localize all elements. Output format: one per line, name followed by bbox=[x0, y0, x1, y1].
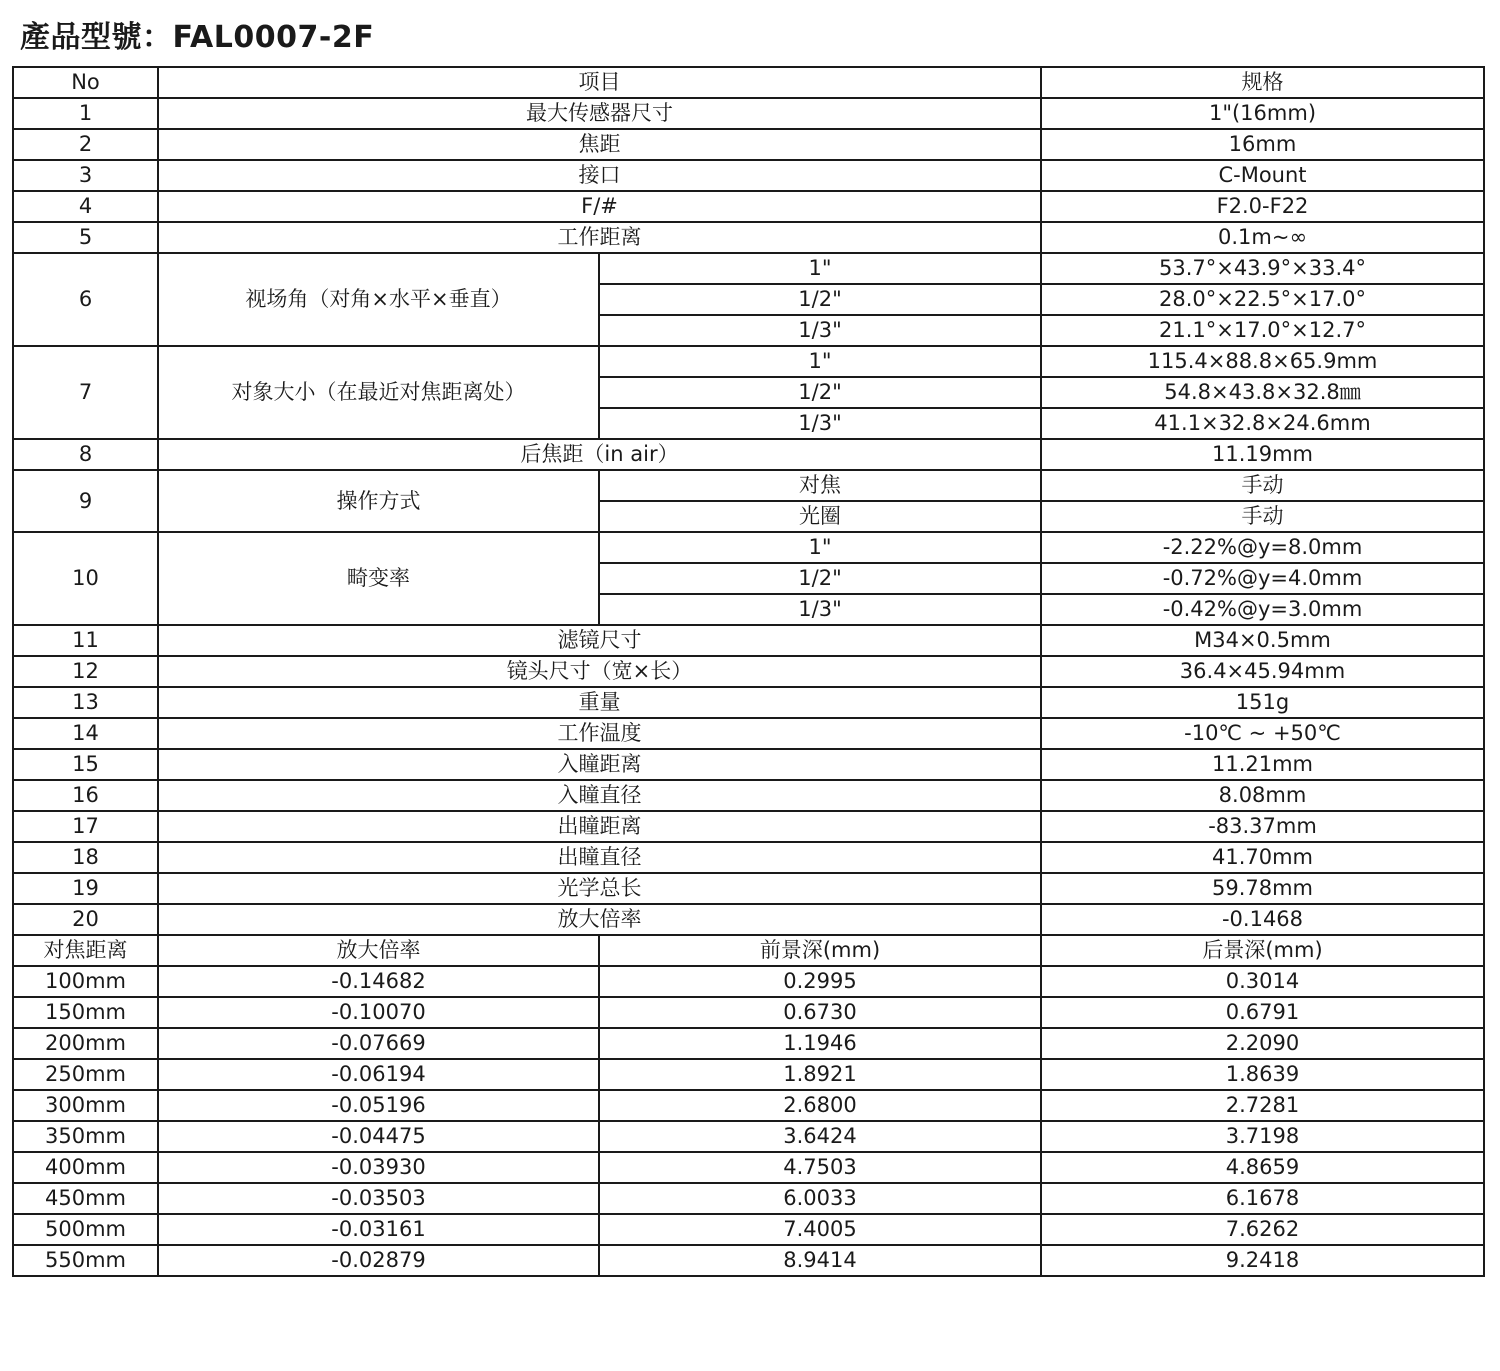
dof-row bbox=[13, 997, 1484, 1028]
row-spec: 11.21mm bbox=[1041, 749, 1484, 780]
row-spec: 手动 bbox=[1041, 470, 1484, 501]
row-spec: 41.70mm bbox=[1041, 842, 1484, 873]
row-spec: 36.4×45.94mm bbox=[1041, 656, 1484, 687]
row-spec: -0.42%@y=3.0mm bbox=[1041, 594, 1484, 625]
sensor-size-cell: 1/2" bbox=[599, 563, 1041, 594]
dof-front: 0.2995 bbox=[599, 966, 1041, 997]
row-spec: 41.1×32.8×24.6mm bbox=[1041, 408, 1484, 439]
table-row bbox=[13, 687, 1484, 718]
row-no: 2 bbox=[13, 129, 158, 160]
dof-rear: 2.2090 bbox=[1041, 1028, 1484, 1059]
dof-header-distance: 对焦距离 bbox=[13, 935, 158, 966]
row-item: 工作距离 bbox=[158, 222, 1041, 253]
row-item: 镜头尺寸（宽×长） bbox=[158, 656, 1041, 687]
row-item: 工作温度 bbox=[158, 718, 1041, 749]
row-item: 焦距 bbox=[158, 129, 1041, 160]
row-no: 7 bbox=[13, 346, 158, 439]
dof-distance: 150mm bbox=[13, 997, 158, 1028]
row-spec: 手动 bbox=[1041, 501, 1484, 532]
row-item: 放大倍率 bbox=[158, 904, 1041, 935]
row-spec: -0.72%@y=4.0mm bbox=[1041, 563, 1484, 594]
sensor-size-cell: 1" bbox=[599, 253, 1041, 284]
dof-rear: 1.8639 bbox=[1041, 1059, 1484, 1090]
row-item: 入瞳距离 bbox=[158, 749, 1041, 780]
sensor-size-cell: 1/2" bbox=[599, 377, 1041, 408]
dof-front: 8.9414 bbox=[599, 1245, 1041, 1276]
dof-front: 6.0033 bbox=[599, 1183, 1041, 1214]
dof-front: 3.6424 bbox=[599, 1121, 1041, 1152]
table-header-row bbox=[13, 67, 1484, 98]
table-row bbox=[13, 439, 1484, 470]
dof-rear: 9.2418 bbox=[1041, 1245, 1484, 1276]
row-spec: 151g bbox=[1041, 687, 1484, 718]
table-row bbox=[13, 129, 1484, 160]
operation-sub-cell: 对焦 bbox=[599, 470, 1041, 501]
row-item: 出瞳直径 bbox=[158, 842, 1041, 873]
dof-magnification: -0.04475 bbox=[158, 1121, 599, 1152]
row-item: 接口 bbox=[158, 160, 1041, 191]
row-spec: F2.0-F22 bbox=[1041, 191, 1484, 222]
table-row bbox=[13, 749, 1484, 780]
dof-distance: 550mm bbox=[13, 1245, 158, 1276]
table-row bbox=[13, 842, 1484, 873]
dof-row bbox=[13, 1090, 1484, 1121]
dof-magnification: -0.06194 bbox=[158, 1059, 599, 1090]
table-row bbox=[13, 625, 1484, 656]
dof-row bbox=[13, 1183, 1484, 1214]
dof-front: 4.7503 bbox=[599, 1152, 1041, 1183]
header-spec: 规格 bbox=[1041, 67, 1484, 98]
row-spec: -0.1468 bbox=[1041, 904, 1484, 935]
dof-rear: 0.6791 bbox=[1041, 997, 1484, 1028]
sensor-size-cell: 1/3" bbox=[599, 315, 1041, 346]
sensor-size-cell: 1/2" bbox=[599, 284, 1041, 315]
dof-magnification: -0.07669 bbox=[158, 1028, 599, 1059]
dof-distance: 450mm bbox=[13, 1183, 158, 1214]
table-row bbox=[13, 904, 1484, 935]
table-row bbox=[13, 873, 1484, 904]
row-spec: M34×0.5mm bbox=[1041, 625, 1484, 656]
dof-magnification: -0.03161 bbox=[158, 1214, 599, 1245]
table-row bbox=[13, 718, 1484, 749]
row-no: 13 bbox=[13, 687, 158, 718]
row-item: 操作方式 bbox=[158, 470, 599, 532]
row-item: 后焦距（in air） bbox=[158, 439, 1041, 470]
dof-front: 1.8921 bbox=[599, 1059, 1041, 1090]
sensor-size-cell: 1" bbox=[599, 532, 1041, 563]
row-spec: 59.78mm bbox=[1041, 873, 1484, 904]
dof-rear: 6.1678 bbox=[1041, 1183, 1484, 1214]
spec-table bbox=[12, 66, 1485, 1277]
header-item: 项目 bbox=[158, 67, 1041, 98]
table-row bbox=[13, 811, 1484, 842]
dof-front: 7.4005 bbox=[599, 1214, 1041, 1245]
row-no: 4 bbox=[13, 191, 158, 222]
row-no: 5 bbox=[13, 222, 158, 253]
dof-front: 0.6730 bbox=[599, 997, 1041, 1028]
row-item: 对象大小（在最近对焦距离处） bbox=[158, 346, 599, 439]
table-row bbox=[13, 780, 1484, 811]
dof-distance: 200mm bbox=[13, 1028, 158, 1059]
row-item: 滤镜尺寸 bbox=[158, 625, 1041, 656]
row-no: 20 bbox=[13, 904, 158, 935]
dof-rear: 3.7198 bbox=[1041, 1121, 1484, 1152]
row-spec: 16mm bbox=[1041, 129, 1484, 160]
sensor-size-cell: 1/3" bbox=[599, 594, 1041, 625]
dof-row bbox=[13, 966, 1484, 997]
dof-distance: 250mm bbox=[13, 1059, 158, 1090]
row-no: 9 bbox=[13, 470, 158, 532]
row-item: 畸变率 bbox=[158, 532, 599, 625]
row-spec: 28.0°×22.5°×17.0° bbox=[1041, 284, 1484, 315]
dof-distance: 300mm bbox=[13, 1090, 158, 1121]
dof-magnification: -0.03930 bbox=[158, 1152, 599, 1183]
row-spec: 21.1°×17.0°×12.7° bbox=[1041, 315, 1484, 346]
row-item: 出瞳距离 bbox=[158, 811, 1041, 842]
dof-rear: 7.6262 bbox=[1041, 1214, 1484, 1245]
dof-magnification: -0.10070 bbox=[158, 997, 599, 1028]
dof-front: 2.6800 bbox=[599, 1090, 1041, 1121]
row-spec: -10℃ ~ +50℃ bbox=[1041, 718, 1484, 749]
table-row bbox=[13, 191, 1484, 222]
table-row bbox=[13, 98, 1484, 129]
row-no: 8 bbox=[13, 439, 158, 470]
dof-row bbox=[13, 1245, 1484, 1276]
row-no: 15 bbox=[13, 749, 158, 780]
table-row bbox=[13, 253, 1484, 284]
dof-header-magnification: 放大倍率 bbox=[158, 935, 599, 966]
row-spec: 53.7°×43.9°×33.4° bbox=[1041, 253, 1484, 284]
dof-row bbox=[13, 1028, 1484, 1059]
table-row bbox=[13, 346, 1484, 377]
row-spec: -2.22%@y=8.0mm bbox=[1041, 532, 1484, 563]
operation-sub-cell: 光圈 bbox=[599, 501, 1041, 532]
dof-header-rear: 后景深(mm) bbox=[1041, 935, 1484, 966]
row-no: 1 bbox=[13, 98, 158, 129]
row-no: 17 bbox=[13, 811, 158, 842]
row-spec: 1"(16mm) bbox=[1041, 98, 1484, 129]
row-no: 12 bbox=[13, 656, 158, 687]
dof-rear: 0.3014 bbox=[1041, 966, 1484, 997]
dof-magnification: -0.02879 bbox=[158, 1245, 599, 1276]
row-no: 16 bbox=[13, 780, 158, 811]
dof-magnification: -0.14682 bbox=[158, 966, 599, 997]
sensor-size-cell: 1/3" bbox=[599, 408, 1041, 439]
table-row bbox=[13, 160, 1484, 191]
dof-header-row bbox=[13, 935, 1484, 966]
row-spec: 54.8×43.8×32.8㎜ bbox=[1041, 377, 1484, 408]
row-spec: C-Mount bbox=[1041, 160, 1484, 191]
dof-front: 1.1946 bbox=[599, 1028, 1041, 1059]
row-item: 入瞳直径 bbox=[158, 780, 1041, 811]
header-no: No bbox=[13, 67, 158, 98]
row-spec: 0.1m~∞ bbox=[1041, 222, 1484, 253]
dof-header-front: 前景深(mm) bbox=[599, 935, 1041, 966]
row-no: 10 bbox=[13, 532, 158, 625]
dof-distance: 100mm bbox=[13, 966, 158, 997]
row-item: 光学总长 bbox=[158, 873, 1041, 904]
row-no: 19 bbox=[13, 873, 158, 904]
row-no: 11 bbox=[13, 625, 158, 656]
row-spec: -83.37mm bbox=[1041, 811, 1484, 842]
row-item: 视场角（对角×水平×垂直） bbox=[158, 253, 599, 346]
dof-magnification: -0.03503 bbox=[158, 1183, 599, 1214]
dof-rear: 4.8659 bbox=[1041, 1152, 1484, 1183]
row-no: 3 bbox=[13, 160, 158, 191]
table-row bbox=[13, 222, 1484, 253]
dof-rear: 2.7281 bbox=[1041, 1090, 1484, 1121]
row-item: F/# bbox=[158, 191, 1041, 222]
row-no: 14 bbox=[13, 718, 158, 749]
dof-distance: 500mm bbox=[13, 1214, 158, 1245]
row-item: 重量 bbox=[158, 687, 1041, 718]
row-spec: 11.19mm bbox=[1041, 439, 1484, 470]
dof-row bbox=[13, 1214, 1484, 1245]
dof-magnification: -0.05196 bbox=[158, 1090, 599, 1121]
product-model-title: 產品型號：FAL0007-2F bbox=[20, 20, 375, 55]
row-item: 最大传感器尺寸 bbox=[158, 98, 1041, 129]
dof-row bbox=[13, 1059, 1484, 1090]
dof-distance: 400mm bbox=[13, 1152, 158, 1183]
row-no: 6 bbox=[13, 253, 158, 346]
table-row bbox=[13, 656, 1484, 687]
dof-row bbox=[13, 1121, 1484, 1152]
row-no: 18 bbox=[13, 842, 158, 873]
sensor-size-cell: 1" bbox=[599, 346, 1041, 377]
table-row bbox=[13, 470, 1484, 501]
dof-row bbox=[13, 1152, 1484, 1183]
row-spec: 8.08mm bbox=[1041, 780, 1484, 811]
dof-distance: 350mm bbox=[13, 1121, 158, 1152]
table-row bbox=[13, 532, 1484, 563]
row-spec: 115.4×88.8×65.9mm bbox=[1041, 346, 1484, 377]
